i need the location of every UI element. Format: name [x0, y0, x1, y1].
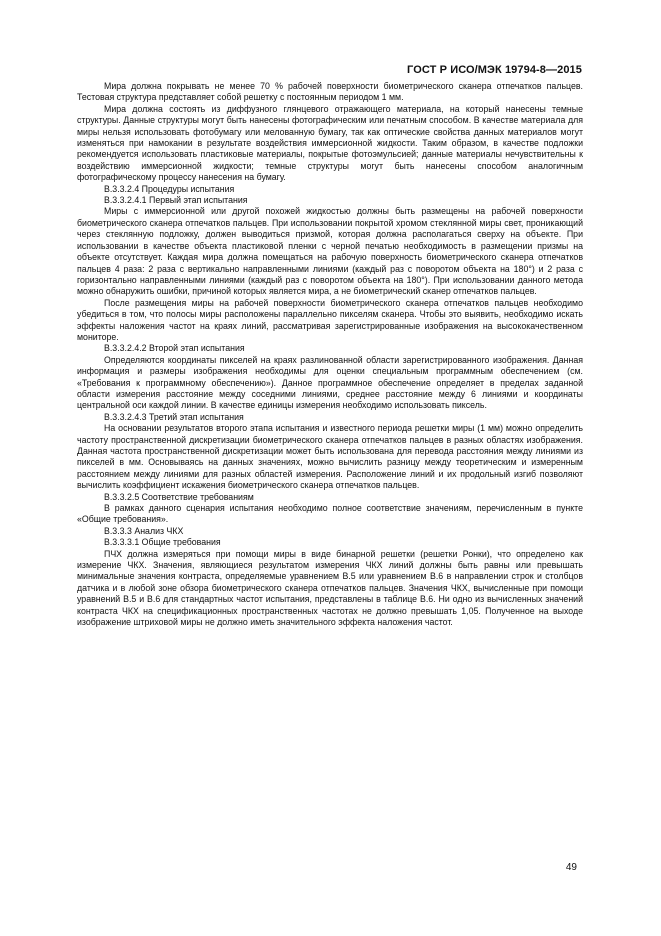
paragraph-material: Мира должна состоять из диффузного глянцевого отражающего материала, на который нанесены темные структуры. Данные структуры могут быть нанесены фотографическим или печатным способом. В качестве материала для миры нельзя использовать фотобумагу или мелованную бумагу, так как оптические свойства данных материалов могут изменяться при намокании в результате воздействия иммерсионной жидкости. Таким образом, в качестве подложки рекомендуется использовать пластиковые материалы, покрытые фотоэмульсией; данные материалы нечувствительны к воздействию иммерсионной жидкости; темные структуры могут быть нанесены способом аналогичным фотографическому процессу нанесения на бумагу.: [77, 103, 583, 183]
paragraph-coverage: Мира должна покрывать не менее 70 % рабочей поверхности биометрического сканера отпечатков пальцев. Тестовая структура представляет собой решетку с постоянным периодом 1 мм.: [77, 81, 583, 103]
subsection-heading-third-stage: В.3.3.2.4.3 Третий этап испытания: [104, 411, 244, 422]
paragraph-first-stage: Миры с иммерсионной или другой похожей жидкостью должны быть размещены на рабочей поверхности биометрического сканера отпечатков пальцев. При использовании покрытой хромом стеклянной миры свет, проникающий через стеклянную подложку, должен выводиться призмой, которая должна располагаться сверху на объекте. При использовании в качестве объекта пластиковой пленки с черной печатью необходимость в размещении призмы на объекте отсутствует. Каждая мира должна помещаться на рабочую поверхность биометрического сканера отпечатков пальцев 4 раза: 2 раза с вертикально направленными линиями (каждый раз с поворотом объекта на 180°) и 2 раза с горизонтально направленными линиями (каждый раз с поворотом объекта на 180°). При использовании данного метода можно обнаружить ошибки, причиной которых является мира, а не биометрический сканер отпечатков пальцев.: [77, 206, 583, 297]
paragraph-second-stage: Определяются координаты пикселей на краях разлинованной области зарегистрированного изображения. Данная информация и размеры изображения необходимы для оценки специальным программным обеспечением (см. «Требования к программному обеспечению»). Данное программное обеспечение определяет в пределах заданной области измерения расстояние между соседними линиями, среднее расстояние между 6 линиями и координаты центральной оси каждой линии. В качестве единицы измерения необходимо использовать пиксель.: [77, 354, 583, 411]
paragraph-third-stage: На основании результатов второго этапа испытания и известного периода решетки миры (1 мм) можно определить частоту пространственной дискретизации биометрического сканера отпечатков пальцев в разных областях изображения. Данная частота пространственной дискретизации может быть использована для перевода расстояния между линиями из пикселей в мм. Основываясь на данных значениях, можно вычислить разницу между теоретическим и измеренным расстоянием между линиями для разных областей измерения. Расположение линий и их продольный изгиб позволяют вычислить коэффициент искажения биометрического сканера отпечатков пальцев.: [77, 423, 583, 491]
paragraph-compliance: В рамках данного сценария испытания необходимо полное соответствие значениям, перечисленным в пункте «Общие требования».: [77, 503, 583, 525]
subsection-heading-procedures: В.3.3.2.4 Процедуры испытания: [104, 183, 235, 194]
document-code: ГОСТ Р ИСО/МЭК 19794-8—2015: [407, 64, 582, 76]
paragraph-mtf-requirements: ПЧХ должна измеряться при помощи миры в виде бинарной решетки (решетки Ронки), что определено как измерение ЧКХ. Значения, являющиеся результатом измерения ЧКХ линий должны быть равны или превышать минимальные значения контраста, определяемые уравнением В.5 или уравнением В.6 в направлении строк и столбцов датчика и в любой зоне обзора биометрического сканера отпечатков пальцев. Значения ЧКХ, вычисленные при помощи уравнений В.5 и В.6 для стандартных частот испытания, представлены в таблице В.6. Ни одно из вычисленных значений контраста ЧКХ на спецификационных пространственных частотах не должно превышать 1,05. Полученное на выходе изображение штриховой миры не должно иметь значительного эффекта наложения частот.: [77, 548, 583, 628]
subsection-heading-compliance: В.3.3.2.5 Соответствие требованиям: [104, 491, 254, 502]
subsection-heading-second-stage: В.3.3.2.4.2 Второй этап испытания: [104, 343, 245, 354]
subsection-heading-general-requirements: В.3.3.3.1 Общие требования: [104, 537, 221, 548]
subsection-heading-first-stage: В.3.3.2.4.1 Первый этап испытания: [104, 195, 248, 206]
document-body: [77, 81, 583, 629]
page-number: 49: [565, 862, 577, 873]
paragraph-alignment: После размещения миры на рабочей поверхности биометрического сканера отпечатков пальцев необходимо убедиться в том, что полосы миры расположены параллельно пикселям сканера. Чтобы это выявить, необходимо искать эффекты наложения частот на краях линий, рассматривая зарегистрированные изображения на высококачественном мониторе.: [77, 297, 583, 342]
subsection-heading-mtf-analysis: В.3.3.3 Анализ ЧКХ: [104, 525, 184, 536]
